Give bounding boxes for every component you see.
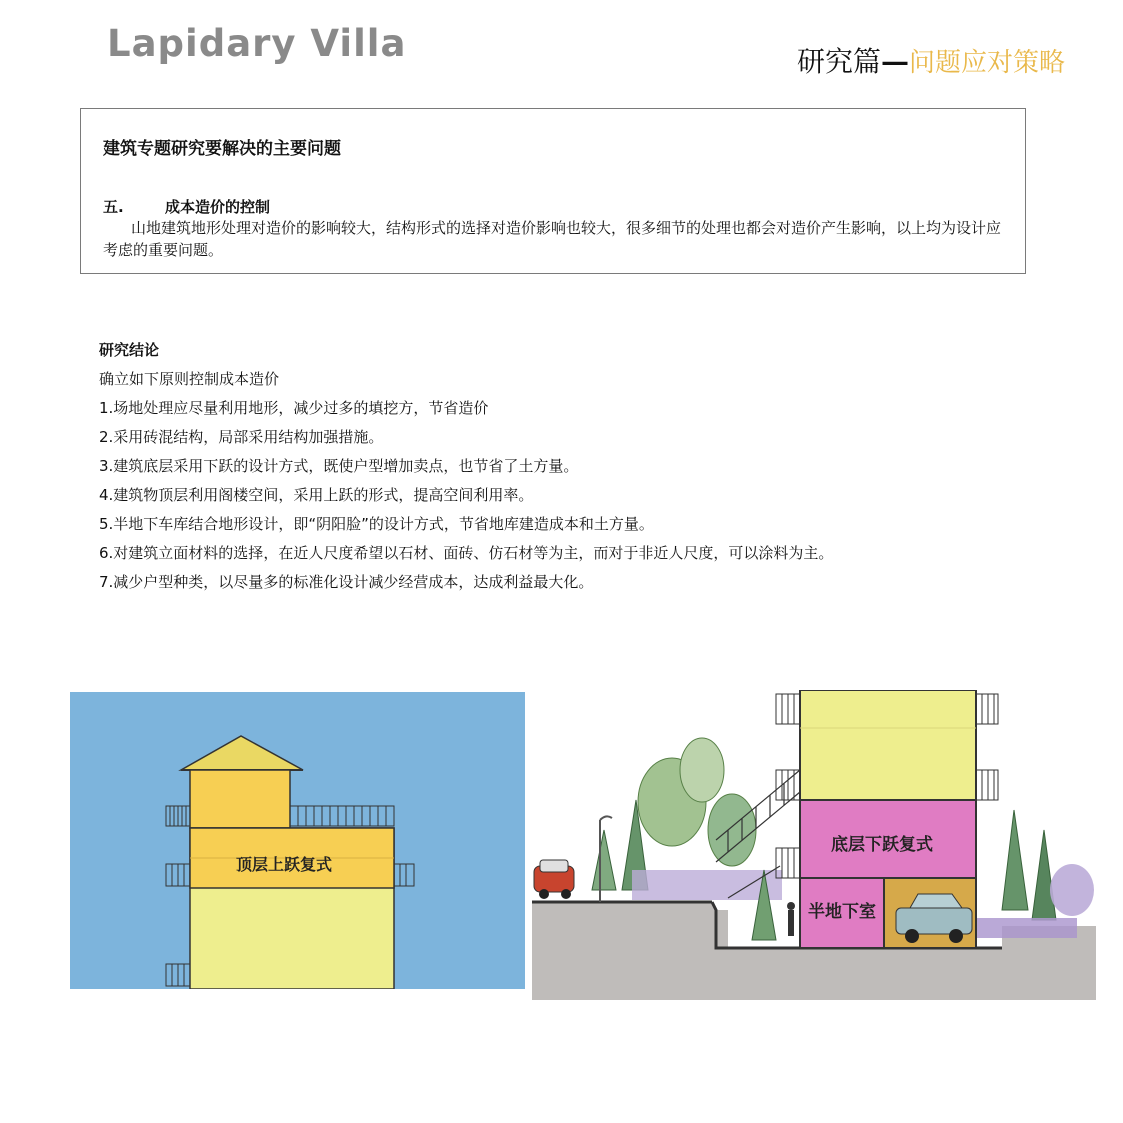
section-illustration xyxy=(532,690,1096,1000)
problem-item-number: 五. xyxy=(103,198,124,216)
lower-duplex-label: 底层下跃复式 xyxy=(831,835,933,855)
problem-box-title: 建筑专题研究要解决的主要问题 xyxy=(103,139,341,159)
brand-logo-text: Lapidary Villa xyxy=(107,22,407,65)
problem-item-heading xyxy=(103,196,270,217)
section-separator: — xyxy=(880,45,909,78)
conclusion-item: 1.场地处理应尽量利用地形，减少过多的填挖方，节省造价 xyxy=(99,399,489,417)
conclusion-item: 2.采用砖混结构，局部采用结构加强措施。 xyxy=(99,428,384,446)
conclusion-item: 6.对建筑立面材料的选择，在近人尺度希望以石材、面砖、仿石材等为主，而对于非近人尺度，可以涂料为主。 xyxy=(99,544,834,562)
problem-box xyxy=(80,108,1026,274)
conclusion-item: 3.建筑底层采用下跃的设计方式，既使户型增加卖点，也节省了土方量。 xyxy=(99,457,579,475)
section-subtitle: 问题应对策略 xyxy=(908,48,1065,78)
problem-item-title: 成本造价的控制 xyxy=(165,198,271,216)
conclusion-heading: 研究结论 xyxy=(99,341,160,359)
semi-basement-label: 半地下室 xyxy=(808,902,876,922)
conclusion-intro: 确立如下原则控制成本造价 xyxy=(99,370,280,388)
conclusion-section xyxy=(99,336,833,597)
section-main: 研究篇 xyxy=(796,45,881,78)
conclusion-item: 4.建筑物顶层利用阁楼空间，采用上跃的形式，提高空间利用率。 xyxy=(99,486,534,504)
problem-body: 山地建筑地形处理对造价的影响较大，结构形式的选择对造价影响也较大，很多细节的处理也都会对造价产生影响，以上均为设计应考虑的重要问题。 xyxy=(103,219,1002,259)
conclusion-item: 7.减少户型种类，以尽量多的标准化设计减少经营成本，达成利益最大化。 xyxy=(99,573,594,591)
section-title xyxy=(797,40,1065,80)
conclusion-item: 5.半地下车库结合地形设计，即“阴阳脸”的设计方式，节省地库建造成本和土方量。 xyxy=(99,515,654,533)
top-duplex-label: 顶层上跃复式 xyxy=(235,855,333,874)
top-duplex-illustration xyxy=(70,692,525,989)
